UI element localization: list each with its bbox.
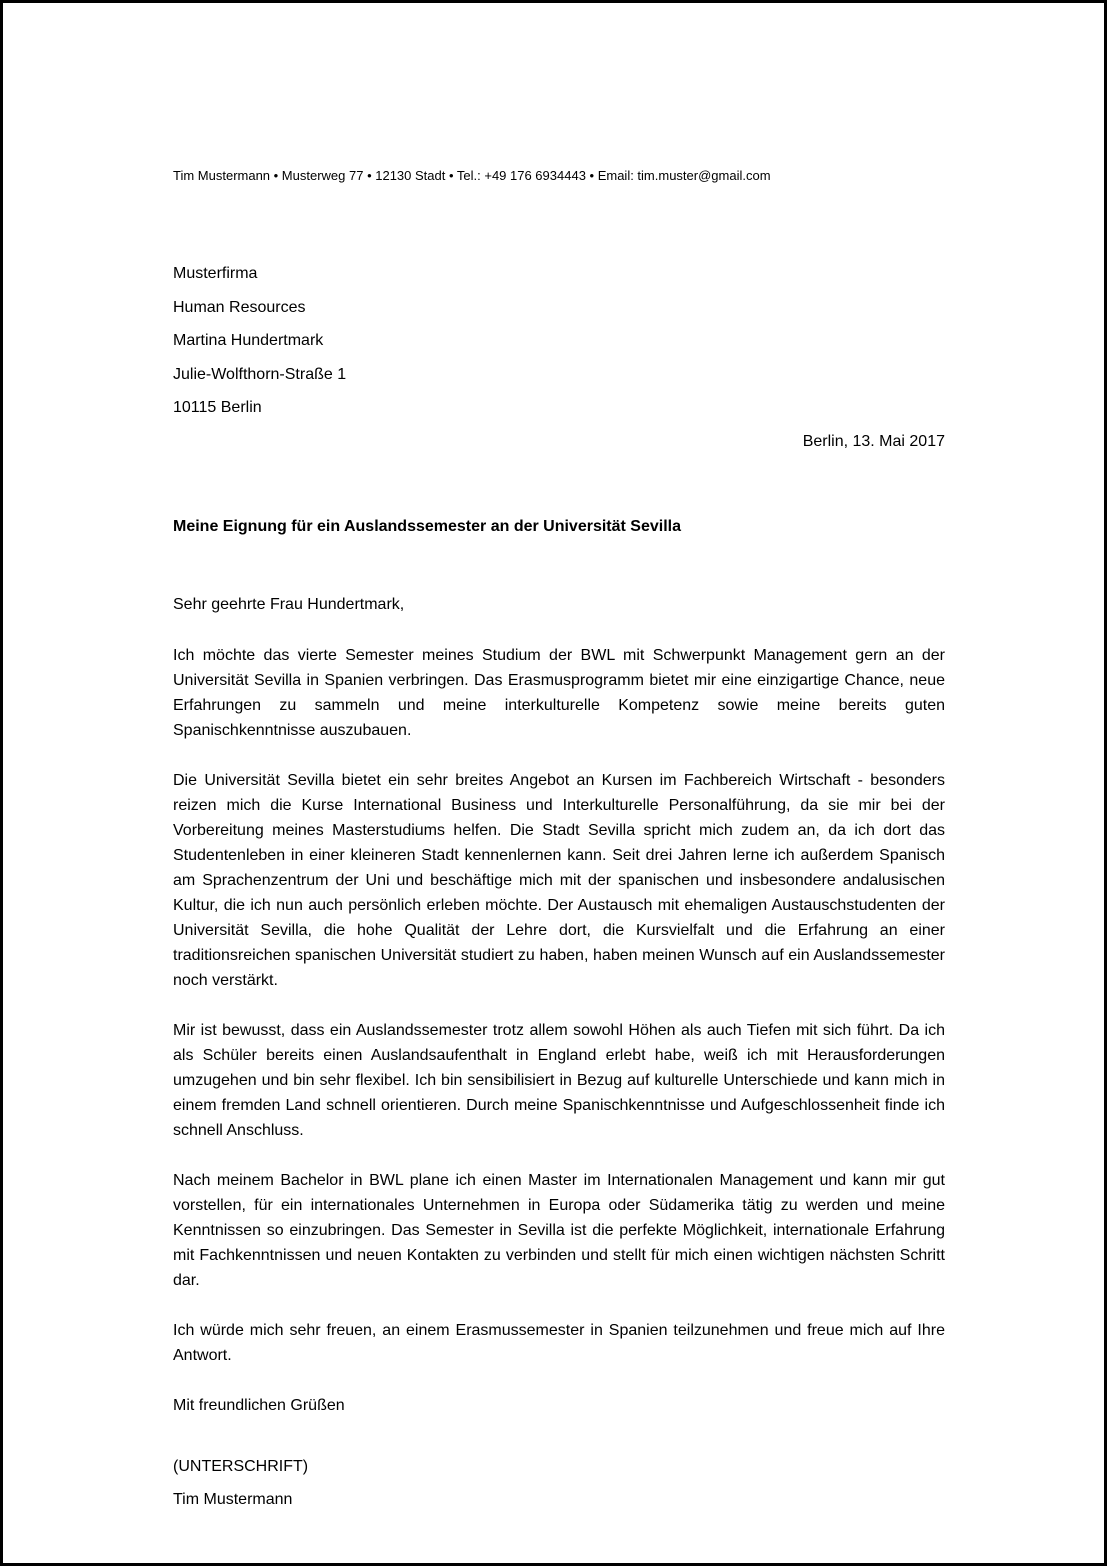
letter-content [173,3,945,1516]
signature-placeholder: (UNTERSCHRIFT) [173,1458,309,1475]
signature-name: Tim Mustermann [173,1491,293,1508]
signature-block [173,1450,945,1516]
recipient-department: Human Resources [173,298,306,316]
recipient-address-block [173,257,945,425]
sender-contact-line: Tim Mustermann • Musterweg 77 • 12130 Stadt • Tel.: +49 176 6934443 • Email: tim.muster@gmail.com [173,168,771,183]
subject-line: Meine Eignung für ein Auslandssemester an der Universität Sevilla [173,518,681,535]
body-paragraph-5: Ich würde mich sehr freuen, an einem Erasmussemester in Spanien teilzunehmen und freue mich auf Ihre Antwort. [173,1322,945,1364]
body-paragraph-4: Nach meinem Bachelor in BWL plane ich einen Master im Internationalen Management und kann mir gut vorstellen, für ein internationales Unternehmen in Europa oder Südamerika tätig zu werden und meine Kenntnissen so einzubringen. Das Semester in Sevilla ist die perfekte Möglichkeit, internationale Erfahrung mit Fachkenntnissen und neuen Kontakten zu verbinden und stellt für mich einen wichtigen nächsten Schritt dar. [173,1172,945,1289]
recipient-company: Musterfirma [173,265,258,282]
body-paragraph-2: Die Universität Sevilla bietet ein sehr breites Angebot an Kursen im Fachbereich Wirtschaft - besonders reizen mich die Kurse International Business und Interkulturelle Personalführung, da sie mir bei der Vorbereitung meines Masterstudiums helfen. Die Stadt Sevilla spricht mich zudem an, da ich dort das Studentenleben in einer kleineren Stadt kennenlernen kann. Seit drei Jahren lerne ich außerdem Spanisch am Sprachenzentrum der Uni und beschäftige mich mit der spanischen und insbesondere andalusischen Kultur, die ich nun auch persönlich erleben möchte. Der Austausch mit ehemaligen Austauschstudenten der Universität Sevilla, die hohe Qualität der Lehre dort, die Kursvielfalt und die Erfahrung an einer traditionsreichen spanischen Universität studiert zu haben, haben meinen Wunsch auf ein Auslandssemester noch verstärkt. [173,772,945,989]
salutation: Sehr geehrte Frau Hundertmark, [173,596,405,613]
body-paragraph-3: Mir ist bewusst, dass ein Auslandssemester trotz allem sowohl Höhen als auch Tiefen mit sich führt. Da ich als Schüler bereits einen Auslandsaufenthalt in England erlebt habe, weiß ich mit Herausforderungen umzugehen und bin sehr flexibel. Ich bin sensibilisiert in Bezug auf kulturelle Unterschiede und kann mich in einem fremden Land schnell orientieren. Durch meine Spanischkenntnisse und Aufgeschlossenheit finde ich schnell Anschluss. [173,1022,945,1139]
closing-formula: Mit freundlichen Grüßen [173,1397,345,1414]
date-line: Berlin, 13. Mai 2017 [802,432,945,450]
recipient-city: 10115 Berlin [173,399,262,416]
body-paragraph-1: Ich möchte das vierte Semester meines Studium der BWL mit Schwerpunkt Management gern an der Universität Sevilla in Spanien verbringen. Das Erasmusprogramm bietet mir eine einzigartige Chance, neue Erfahrungen zu sammeln und meine interkulturelle Kompetenz sowie meine bereits guten Spanischkenntnisse auszubauen. [173,647,945,739]
recipient-name: Martina Hundertmark [173,332,324,349]
recipient-street: Julie-Wolfthorn-Straße 1 [173,365,347,383]
